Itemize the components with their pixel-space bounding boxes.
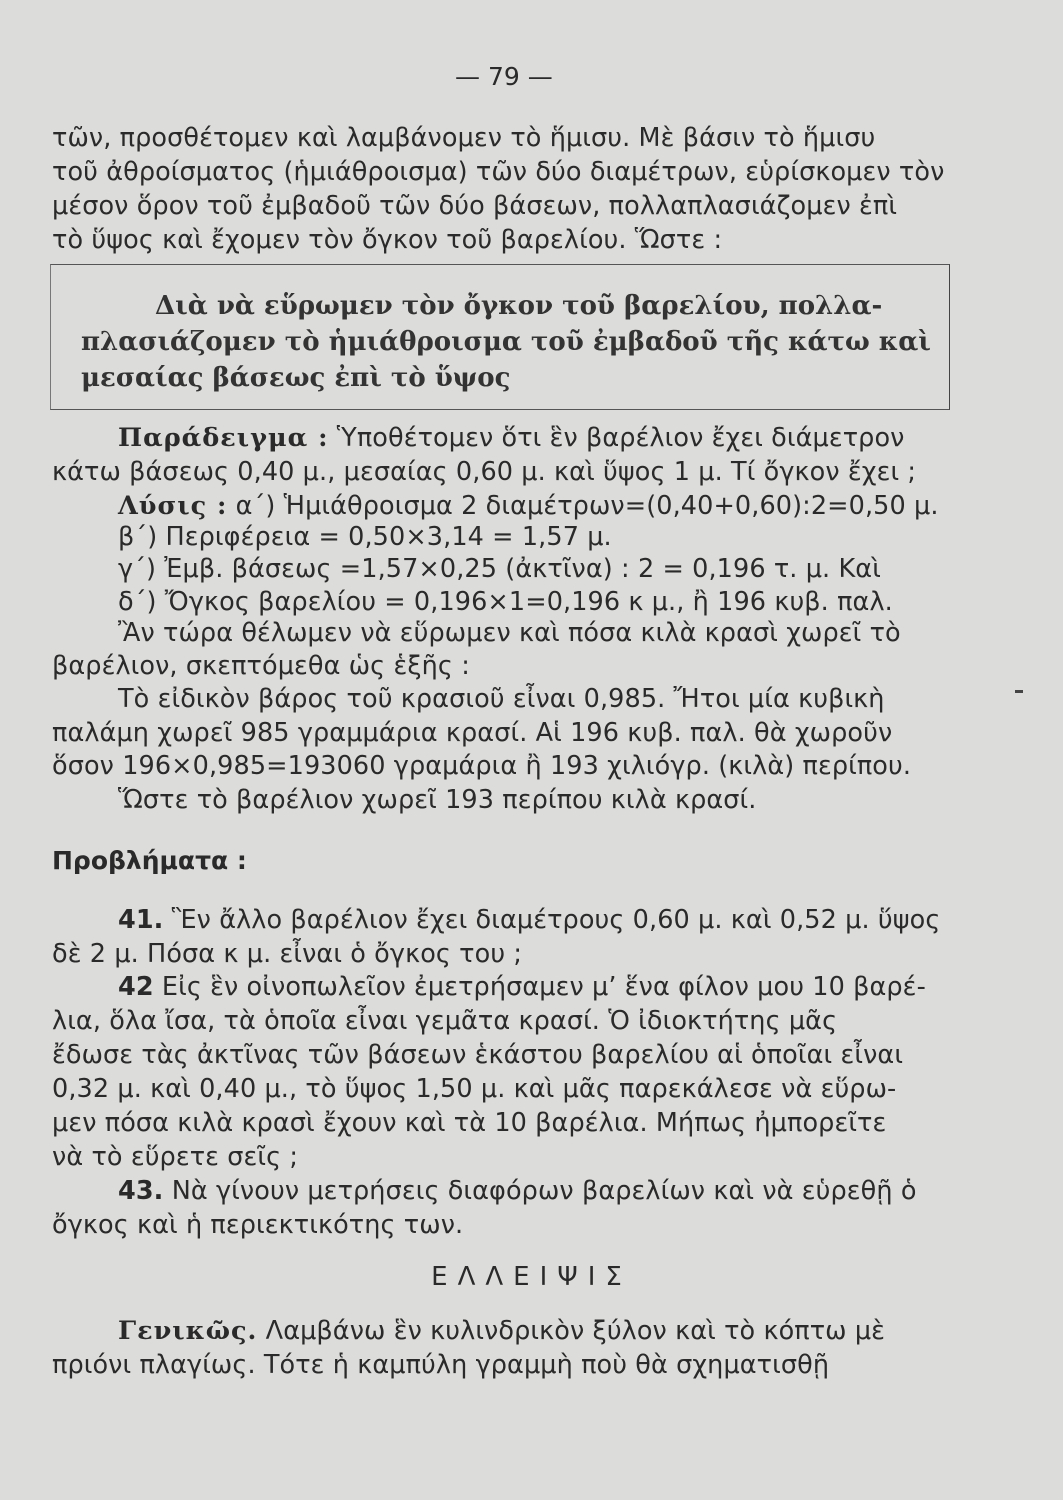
text-line: δ΄) Ὄγκος βαρελίου = 0,196×1=0,196 κ μ., ἢ 196 κυβ. παλ. (118, 587, 893, 617)
final-paragraph-line (118, 1315, 958, 1348)
solution-label: Λύσις : (118, 491, 228, 521)
text-line: δὲ 2 μ. Πόσα κ μ. εἶναι ὁ ὄγκος του ; (52, 939, 523, 969)
text-line: μεν πόσα κιλὰ κρασὶ ἔχουν καὶ τὰ 10 βαρέλια. Μήπως ἠμπορεῖτε (52, 1108, 887, 1138)
problem-43-line (118, 1175, 958, 1208)
solution-line (118, 490, 958, 523)
example-text: Ὑποθέτομεν ὅτι ἓν βαρέλιον ἔχει διάμετρον (336, 423, 905, 453)
text-line: Ὥστε τὸ βαρέλιον χωρεῖ 193 περίπου κιλὰ κρασί. (118, 785, 757, 815)
text-line: ὅσον 196×0,985=193060 γραμάρια ἢ 193 χιλιόγρ. (κιλὰ) περίπου. (52, 751, 912, 781)
text-line: Ἂν τώρα θέλωμεν νὰ εὕρωμεν καὶ πόσα κιλὰ κρασὶ χωρεῖ τὸ (118, 618, 901, 648)
problem-43-text: Νὰ γίνουν μετρήσεις διαφόρων βαρελίων καὶ νὰ εὑρεθῇ ὁ (171, 1176, 917, 1206)
problem-41-number: 41. (118, 905, 164, 935)
text-line: 0,32 μ. καὶ 0,40 μ., τὸ ὕψος 1,50 μ. καὶ μᾶς παρεκάλεσε νὰ εὕρω- (52, 1074, 897, 1104)
problem-42-line (118, 971, 958, 1004)
solution-text: α΄) Ἡμιάθροισμα 2 διαμέτρων=(0,40+0,60):2=0,50 μ. (235, 491, 939, 521)
rule-line: Διὰ νὰ εὕρωμεν τὸν ὄγκον τοῦ βαρελίου, πολλα- (155, 291, 883, 321)
text-line: παλάμη χωρεῖ 985 γραμμάρια κρασί. Αἱ 196 κυβ. παλ. θὰ χωροῦν (52, 718, 893, 748)
problem-42-number: 42 (118, 972, 154, 1002)
example-line (118, 422, 958, 455)
text-line: Τὸ εἰδικὸν βάρος τοῦ κρασιοῦ εἶναι 0,985. Ἤτοι μία κυβικὴ (118, 684, 885, 714)
section-title: ΕΛΛΕΙΨΙΣ (431, 1262, 632, 1292)
text-line: τὸ ὕψος καὶ ἔχομεν τὸν ὄγκον τοῦ βαρελίου. Ὥστε : (52, 225, 723, 255)
text-line: γ΄) Ἐμβ. βάσεως =1,57×0,25 (ἀκτῖνα) : 2 = 0,196 τ. μ. Καὶ (118, 554, 881, 584)
text-line: ὄγκος καὶ ἡ περιεκτικότης των. (52, 1210, 464, 1240)
text-line: ἔδωσε τὰς ἀκτῖνας τῶν βάσεων ἑκάστου βαρελίου αἱ ὁποῖαι εἶναι (52, 1040, 904, 1070)
rule-line: πλασιάζομεν τὸ ἡμιάθροισμα τοῦ ἐμβαδοῦ τῆς κάτω καὶ (81, 327, 931, 357)
text-line: πριόνι πλαγίως. Τότε ἡ καμπύλη γραμμὴ ποὺ θὰ σχηματισθῇ (52, 1350, 830, 1380)
page-number: — 79 — (455, 62, 553, 91)
text-line: τοῦ ἀθροίσματος (ἡμιάθροισμα) τῶν δύο διαμέτρων, εὑρίσκομεν τὸν (52, 157, 945, 187)
problem-42-text: Εἰς ἓν οἰνοπωλεῖον ἐμετρήσαμεν μ’ ἕνα φίλον μου 10 βαρέ- (161, 972, 926, 1002)
problem-41-text: Ἓν ἄλλο βαρέλιον ἔχει διαμέτρους 0,60 μ. καὶ 0,52 μ. ὕψος (171, 905, 941, 935)
final-label: Γενικῶς. (118, 1316, 258, 1346)
example-label: Παράδειγμα : (118, 423, 329, 453)
rule-box (50, 264, 950, 410)
problem-43-number: 43. (118, 1176, 164, 1206)
rule-line: μεσαίας βάσεως ἐπὶ τὸ ὕψος (81, 363, 511, 393)
text-line: τῶν, προσθέτομεν καὶ λαμβάνομεν τὸ ἥμισυ. Μὲ βάσιν τὸ ἥμισυ (52, 123, 876, 153)
problem-41-line (118, 904, 958, 937)
text-line: νὰ τὸ εὕρετε σεῖς ; (52, 1142, 299, 1172)
text-line: β΄) Περιφέρεια = 0,50×3,14 = 1,57 μ. (118, 522, 612, 552)
text-line: βαρέλιον, σκεπτόμεθα ὡς ἑξῆς : (52, 651, 470, 681)
text-line: κάτω βάσεως 0,40 μ., μεσαίας 0,60 μ. καὶ ὕψος 1 μ. Τί ὄγκον ἔχει ; (52, 457, 917, 487)
final-text: Λαμβάνω ἓν κυλινδρικὸν ξύλον καὶ τὸ κόπτω μὲ (265, 1316, 886, 1346)
problems-heading: Προβλήματα : (52, 846, 247, 875)
margin-mark (1015, 690, 1023, 693)
text-line: λια, ὅλα ἴσα, τὰ ὁποῖα εἶναι γεμᾶτα κρασί. Ὁ ἰδιοκτήτης μᾶς (52, 1006, 838, 1036)
text-line: μέσον ὅρον τοῦ ἐμβαδοῦ τῶν δύο βάσεων, πολλαπλασιάζομεν ἐπὶ (52, 191, 898, 221)
